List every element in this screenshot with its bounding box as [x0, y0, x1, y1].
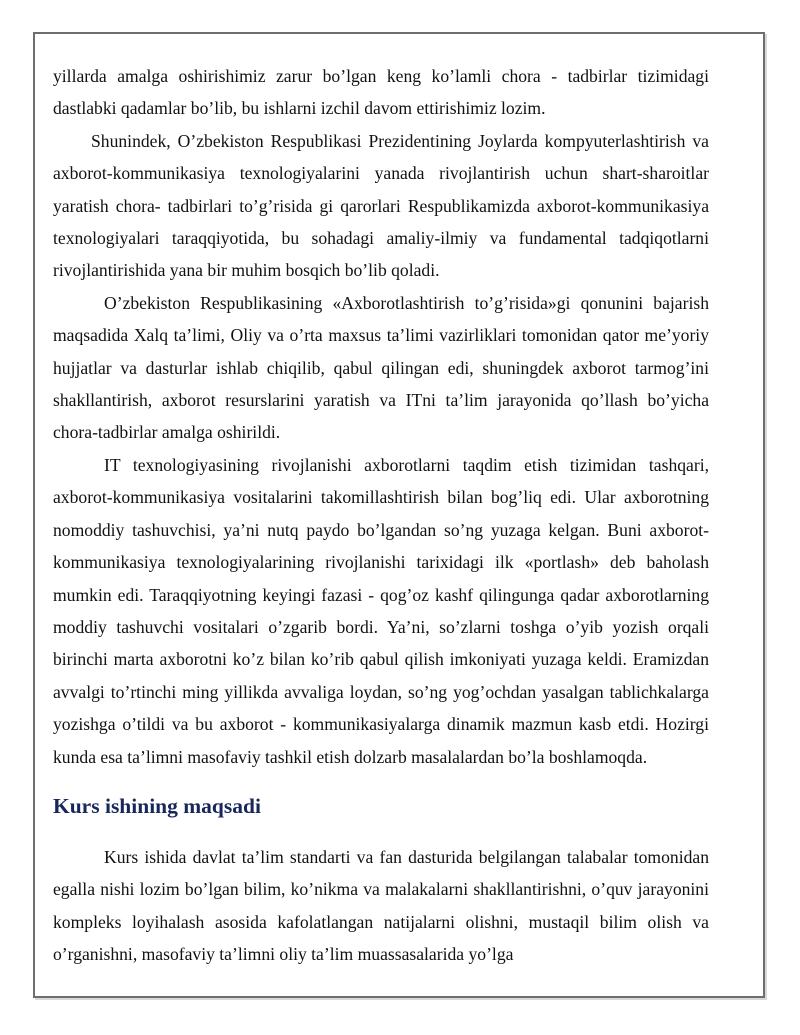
section-heading: Kurs ishining maqsadi — [53, 793, 261, 818]
paragraph-it-development: IT texnologiyasining rivojlanishi axborotlarni taqdim etish tizimidan tashqari, axborot-kommunikasiya vositalarini takomillashtirish bilan bog’liq edi. Ular axborotning nomoddiy tashuvchisi, ya’ni nutq paydo bo’lgandan so’ng yuzaga kelgan. Buni axborot-kommunikasiya texnologiyalarining rivojlanishi tarixidagi ilk «portlash» deb baholash mumkin edi. Taraqqiyotning keyingi fazasi - qog’oz kashf qilingunga qadar axborotlarning moddiy tashuvchi vositalari o’zgarib bordi. Ya’ni, so’zlarni toshga o’yib yozish orqali birinchi marta axborotni ko’z bilan ko’rib qabul qilish imkoniyati yuzaga keldi. Eramizdan avvalgi to’rtinchi ming yillikda avvaliga loydan, so’ng yog’ochdan yasalgan tablichkalarga yozishga o’tildi va bu axborot - kommunikasiyalarga dinamik mazmun kasb etdi. Hozirgi kunda esa ta’limni masofaviy tashkil etish dolzarb masalalardan bo’la boshlamoqda. — [53, 454, 709, 767]
document-body — [53, 60, 709, 971]
paragraph-presidential-decree: Shunindek, O’zbekiston Respublikasi Prezidentining Joylarda kompyuterlashtirish va axborot-kommunikasiya texnologiyalarini yanada rivojlantirish uchun shart-sharoitlar yaratish chora- tadbirlari to’g’risida gi qarorlari Respublikamizda axborot-kommunikasiya texnologiyalari taraqqiyotida, bu sohadagi amaliy-ilmiy va fundamental tadqiqotlarni rivojlantirishida yana bir muhim bosqich bo’lib qoladi. — [53, 130, 709, 281]
paragraph-course-goal: Kurs ishida davlat ta’lim standarti va fan dasturida belgilangan talabalar tomonidan egalla nishi lozim bo’lgan bilim, ko’nikma va malakalarni shakllantirishni, o’quv jarayonini kompleks loyihalash asosida kafolatlangan natijalarni olishni, mustaqil bilim olish va o’rganishni, masofaviy ta’limni oliy ta’lim muassasalarida yo’lga — [53, 846, 709, 965]
paragraph-continuation: yillarda amalga oshirishimiz zarur bo’lgan keng ko’lamli chora - tadbirlar tizimidagi dastlabki qadamlar bo’lib, bu ishlarni izchil davom ettirishimiz lozim. — [53, 66, 709, 119]
paragraph-informatization-law: O’zbekiston Respublikasining «Axborotlashtirish to’g’risida»gi qonunini bajarish maqsadida Xalq ta’limi, Oliy va o’rta maxsus ta’limi vazirliklari tomonidan qator me’yoriy hujjatlar va dasturlar ishlab chiqilib, qabul qilingan edi, shuningdek axborot tarmog’ini shakllantirish, axborot resurslarini yaratish va ITni ta’lim jarayonida qo’llash bo’yicha chora-tadbirlar amalga oshirildi. — [53, 292, 709, 443]
